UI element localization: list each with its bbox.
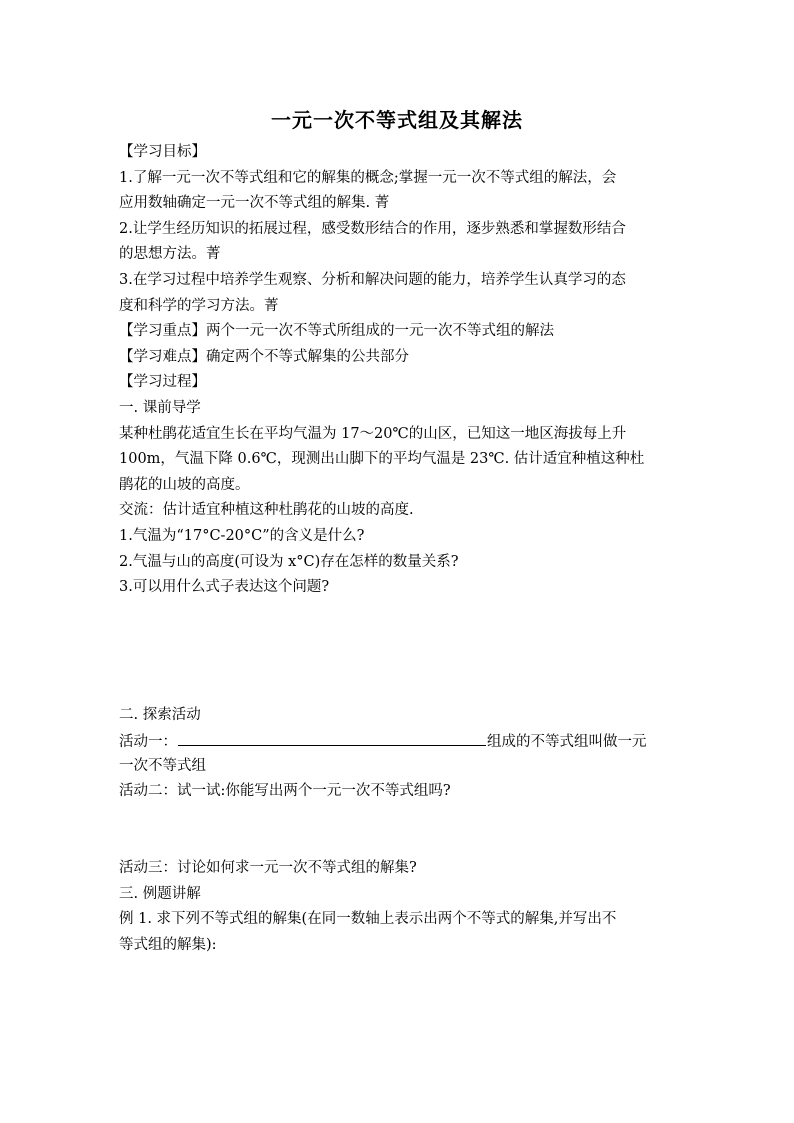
goal-1-line-2: 应用数轴确定一元一次不等式组的解集. 菁 (119, 195, 390, 212)
document-body (119, 140, 679, 958)
goals-heading: 【学习目标】 (119, 144, 206, 160)
example-1-line-1: 例 1. 求下列不等式组的解集(在同一数轴上表示出两个不等式的解集,并写出不 (119, 911, 617, 928)
answer-space-2 (119, 805, 679, 856)
problem-line-3: 鹃花的山坡的高度。 (119, 476, 250, 493)
goal-2-line-1: 2.让学生经历知识的拓展过程，感受数形结合的作用，逐步熟悉和掌握数形结合 (119, 220, 626, 237)
question-3: 3.可以用什么式子表达这个问题? (119, 579, 330, 596)
example-1-line-2: 等式组的解集): (119, 936, 217, 953)
page-title: 一元一次不等式组及其解法 (271, 108, 523, 132)
exchange-text: 交流：估计适宜种植这种杜鹃花的山坡的高度. (119, 502, 414, 519)
goal-3-line-1: 3.在学习过程中培养学生观察、分析和解决问题的能力，培养学生认真学习的态 (119, 271, 626, 288)
answer-space (119, 601, 679, 703)
goal-2-line-2: 的思想方法。菁 (119, 246, 221, 263)
activity-1-line-2: 一次不等式组 (119, 757, 206, 774)
difficulty: 【学习难点】确定两个不等式解集的公共部分 (119, 348, 409, 365)
section-3-heading: 三. 例题讲解 (119, 885, 201, 902)
activity-1-suffix: 组成的不等式组叫做一元 (487, 734, 647, 751)
section-2-heading: 二. 探索活动 (119, 706, 201, 723)
question-1: 1.气温为“17°C-20°C”的含义是什么? (119, 527, 365, 544)
goal-3-line-2: 度和科学的学习方法。菁 (119, 297, 279, 314)
key-point: 【学习重点】两个一元一次不等式所组成的一元一次不等式组的解法 (119, 323, 554, 340)
fill-in-blank[interactable] (178, 728, 486, 746)
activity-1-line-1 (119, 728, 679, 754)
activity-3: 活动三：讨论如何求一元一次不等式组的解集? (119, 860, 417, 877)
activity-1-prefix: 活动一： (119, 734, 177, 751)
goal-1-line-1: 1.了解一元一次不等式组和它的解集的概念;掌握一元一次不等式组的解法，会 (119, 169, 617, 186)
process-heading: 【学习过程】 (119, 374, 206, 391)
problem-line-2: 100m，气温下降 0.6℃，现测出山脚下的平均气温是 23℃. 估计适宜种植这种杜 (119, 451, 645, 468)
question-2: 2.气温与山的高度(可设为 x°C)存在怎样的数量关系? (119, 553, 459, 570)
section-1-heading: 一. 课前导学 (119, 399, 201, 416)
activity-2: 活动二：试一试:你能写出两个一元一次不等式组吗? (119, 783, 451, 800)
problem-line-1: 某种杜鹃花适宜生长在平均气温为 17～20℃的山区，已知这一地区海拔每上升 (119, 425, 627, 442)
